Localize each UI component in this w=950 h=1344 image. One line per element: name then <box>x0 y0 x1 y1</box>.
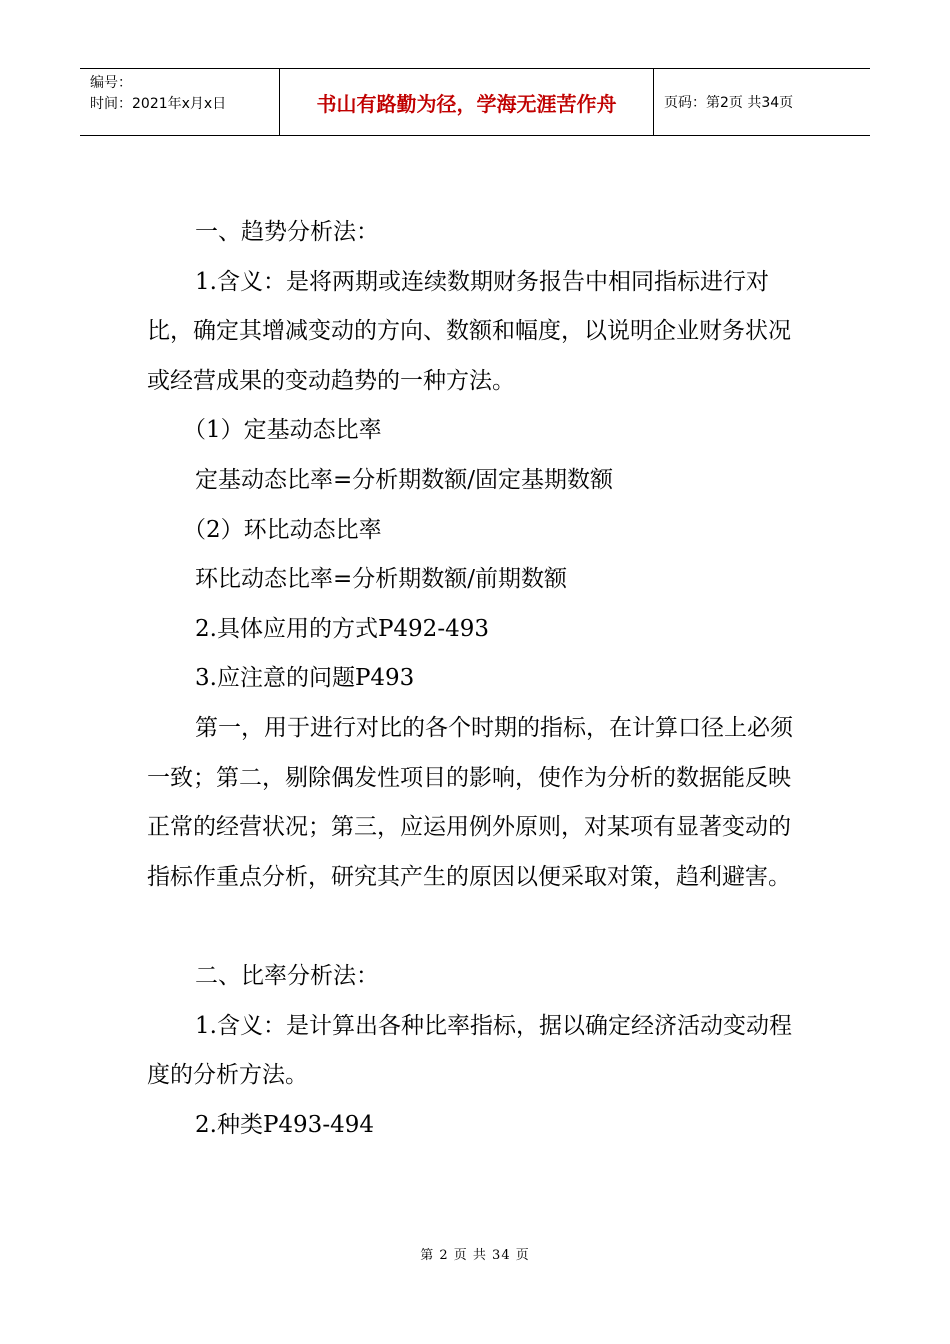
header-motto: 书山有路勤为径，学海无涯苦作舟 <box>280 69 654 135</box>
section-1-formula-2: 环比动态比率=分析期数额/前期数额 <box>195 566 568 593</box>
section-1-formula-1: 定基动态比率=分析期数额/固定基期数额 <box>195 466 614 493</box>
section-2-definition: 1.含义：是计算出各种比率指标，据以确定经济活动变动程度的分析方法。 <box>147 1012 792 1089</box>
section-1-notes-title: 3.应注意的问题P493 <box>195 665 415 692</box>
header-time: 时间：2021年x月x日 <box>90 96 227 112</box>
section-1-definition: 1.含义：是将两期或连续数期财务报告中相同指标进行对比，确定其增减变动的方向、数额和幅度，以说明企业财务状况或经营成果的变动趋势的一种方法。 <box>147 268 791 394</box>
header-page: 页码：第2页 共34页 <box>664 95 794 111</box>
section-1-item-2: （2）环比动态比率 <box>183 516 382 543</box>
header-meta <box>80 69 280 135</box>
document-body <box>147 208 807 1150</box>
section-1-item-1: （1）定基动态比率 <box>183 417 382 444</box>
section-1-notes: 第一，用于进行对比的各个时期的指标，在计算口径上必须一致；第二，剔除偶发性项目的影响，使作为分析的数据能反映正常的经营状况；第三，应运用例外原则，对某项有显著变动的指标作重点分析，研究其产生的原因以便采取对策，趋利避害。 <box>147 714 793 890</box>
header-code: 编号： <box>90 75 132 91</box>
section-1-title: 一、趋势分析法： <box>195 219 379 245</box>
section-1-application: 2.具体应用的方式P492-493 <box>195 615 489 642</box>
page-header <box>80 68 870 136</box>
section-2-title: 二、比率分析法： <box>195 962 379 989</box>
section-2-types: 2.种类P493-494 <box>195 1111 374 1138</box>
section-gap <box>147 902 807 952</box>
page-footer: 第 2 页 共 34 页 <box>420 1248 530 1263</box>
